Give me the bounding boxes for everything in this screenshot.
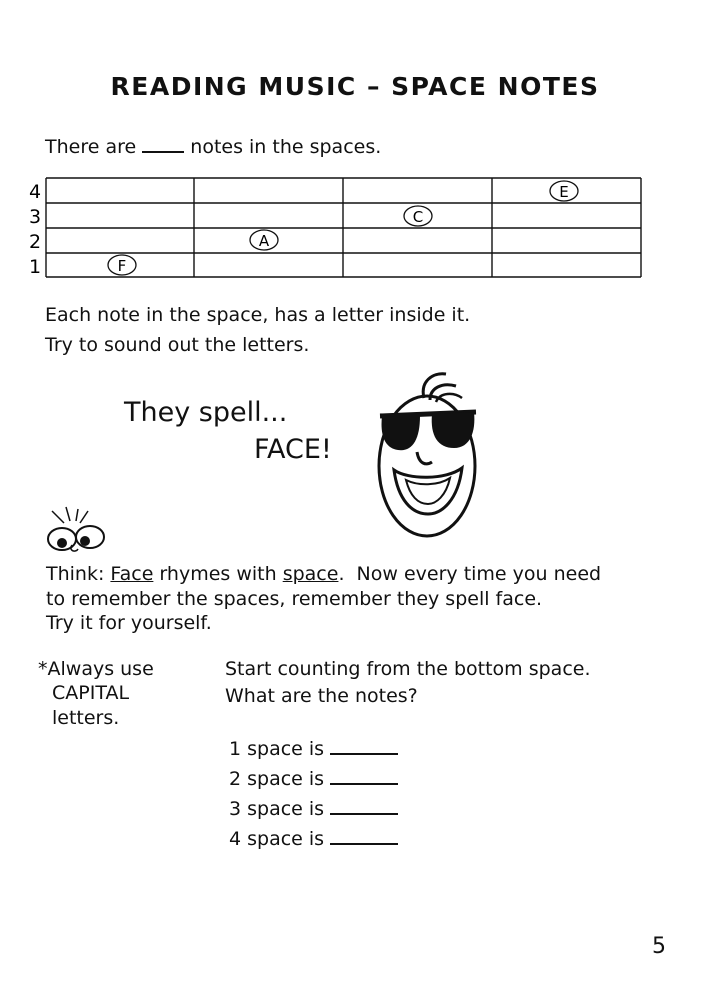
answer-label-1: 1 space is bbox=[229, 738, 331, 760]
answer-blank-2[interactable] bbox=[330, 765, 398, 785]
note-a bbox=[250, 230, 278, 250]
intro-after: notes in the spaces. bbox=[184, 136, 382, 158]
think-rest: . Now every time you need bbox=[338, 563, 602, 585]
intro-sentence bbox=[45, 133, 381, 160]
answer-row-2 bbox=[229, 765, 398, 792]
page-title: READING MUSIC – SPACE NOTES bbox=[110, 72, 600, 101]
think-mid: rhymes with bbox=[153, 563, 283, 585]
note-f bbox=[108, 255, 136, 275]
intro-before: There are bbox=[45, 136, 143, 158]
music-staff bbox=[28, 176, 644, 280]
side-note-line-3: letters. bbox=[52, 707, 120, 729]
space-number-4: 4 bbox=[29, 181, 42, 203]
answer-label-4: 4 space is bbox=[229, 828, 331, 850]
page-number: 5 bbox=[652, 934, 666, 959]
svg-text:C: C bbox=[412, 208, 424, 226]
think-word-space: space bbox=[282, 563, 339, 585]
counting-line-1: Start counting from the bottom space. bbox=[225, 658, 591, 680]
answer-blank-1[interactable] bbox=[330, 735, 398, 755]
answer-row-4 bbox=[229, 825, 398, 852]
note-c bbox=[404, 206, 432, 226]
svg-text:A: A bbox=[258, 232, 270, 250]
counting-line-2: What are the notes? bbox=[225, 685, 418, 707]
svg-text:E: E bbox=[559, 183, 569, 201]
sunglasses-face-icon bbox=[372, 368, 488, 540]
answer-row-1 bbox=[229, 735, 398, 762]
think-line-1 bbox=[46, 562, 601, 587]
spell-line-1: They spell... bbox=[124, 397, 288, 428]
note-e bbox=[550, 181, 578, 201]
explain-line-2: Try to sound out the letters. bbox=[45, 334, 310, 356]
intro-blank[interactable] bbox=[142, 133, 184, 153]
think-word-face: Face bbox=[110, 563, 154, 585]
answer-row-3 bbox=[229, 795, 398, 822]
answer-label-3: 3 space is bbox=[229, 798, 331, 820]
space-number-2: 2 bbox=[29, 231, 42, 253]
space-number-1: 1 bbox=[29, 256, 42, 278]
side-note-line-1: *Always use bbox=[38, 658, 154, 680]
answer-label-2: 2 space is bbox=[229, 768, 331, 790]
think-label: Think: bbox=[46, 563, 111, 585]
explain-line-1: Each note in the space, has a letter inside it. bbox=[45, 304, 471, 326]
svg-text:F: F bbox=[117, 257, 127, 275]
space-number-3: 3 bbox=[29, 206, 42, 228]
answer-blank-4[interactable] bbox=[330, 825, 398, 845]
eyes-doodle-icon bbox=[42, 505, 112, 555]
side-note-line-2: CAPITAL bbox=[52, 682, 130, 704]
answer-blank-3[interactable] bbox=[330, 795, 398, 815]
think-line-2: to remember the spaces, remember they spell face. bbox=[46, 588, 543, 610]
spell-line-2: FACE! bbox=[254, 434, 332, 465]
think-line-3: Try it for yourself. bbox=[46, 612, 212, 634]
